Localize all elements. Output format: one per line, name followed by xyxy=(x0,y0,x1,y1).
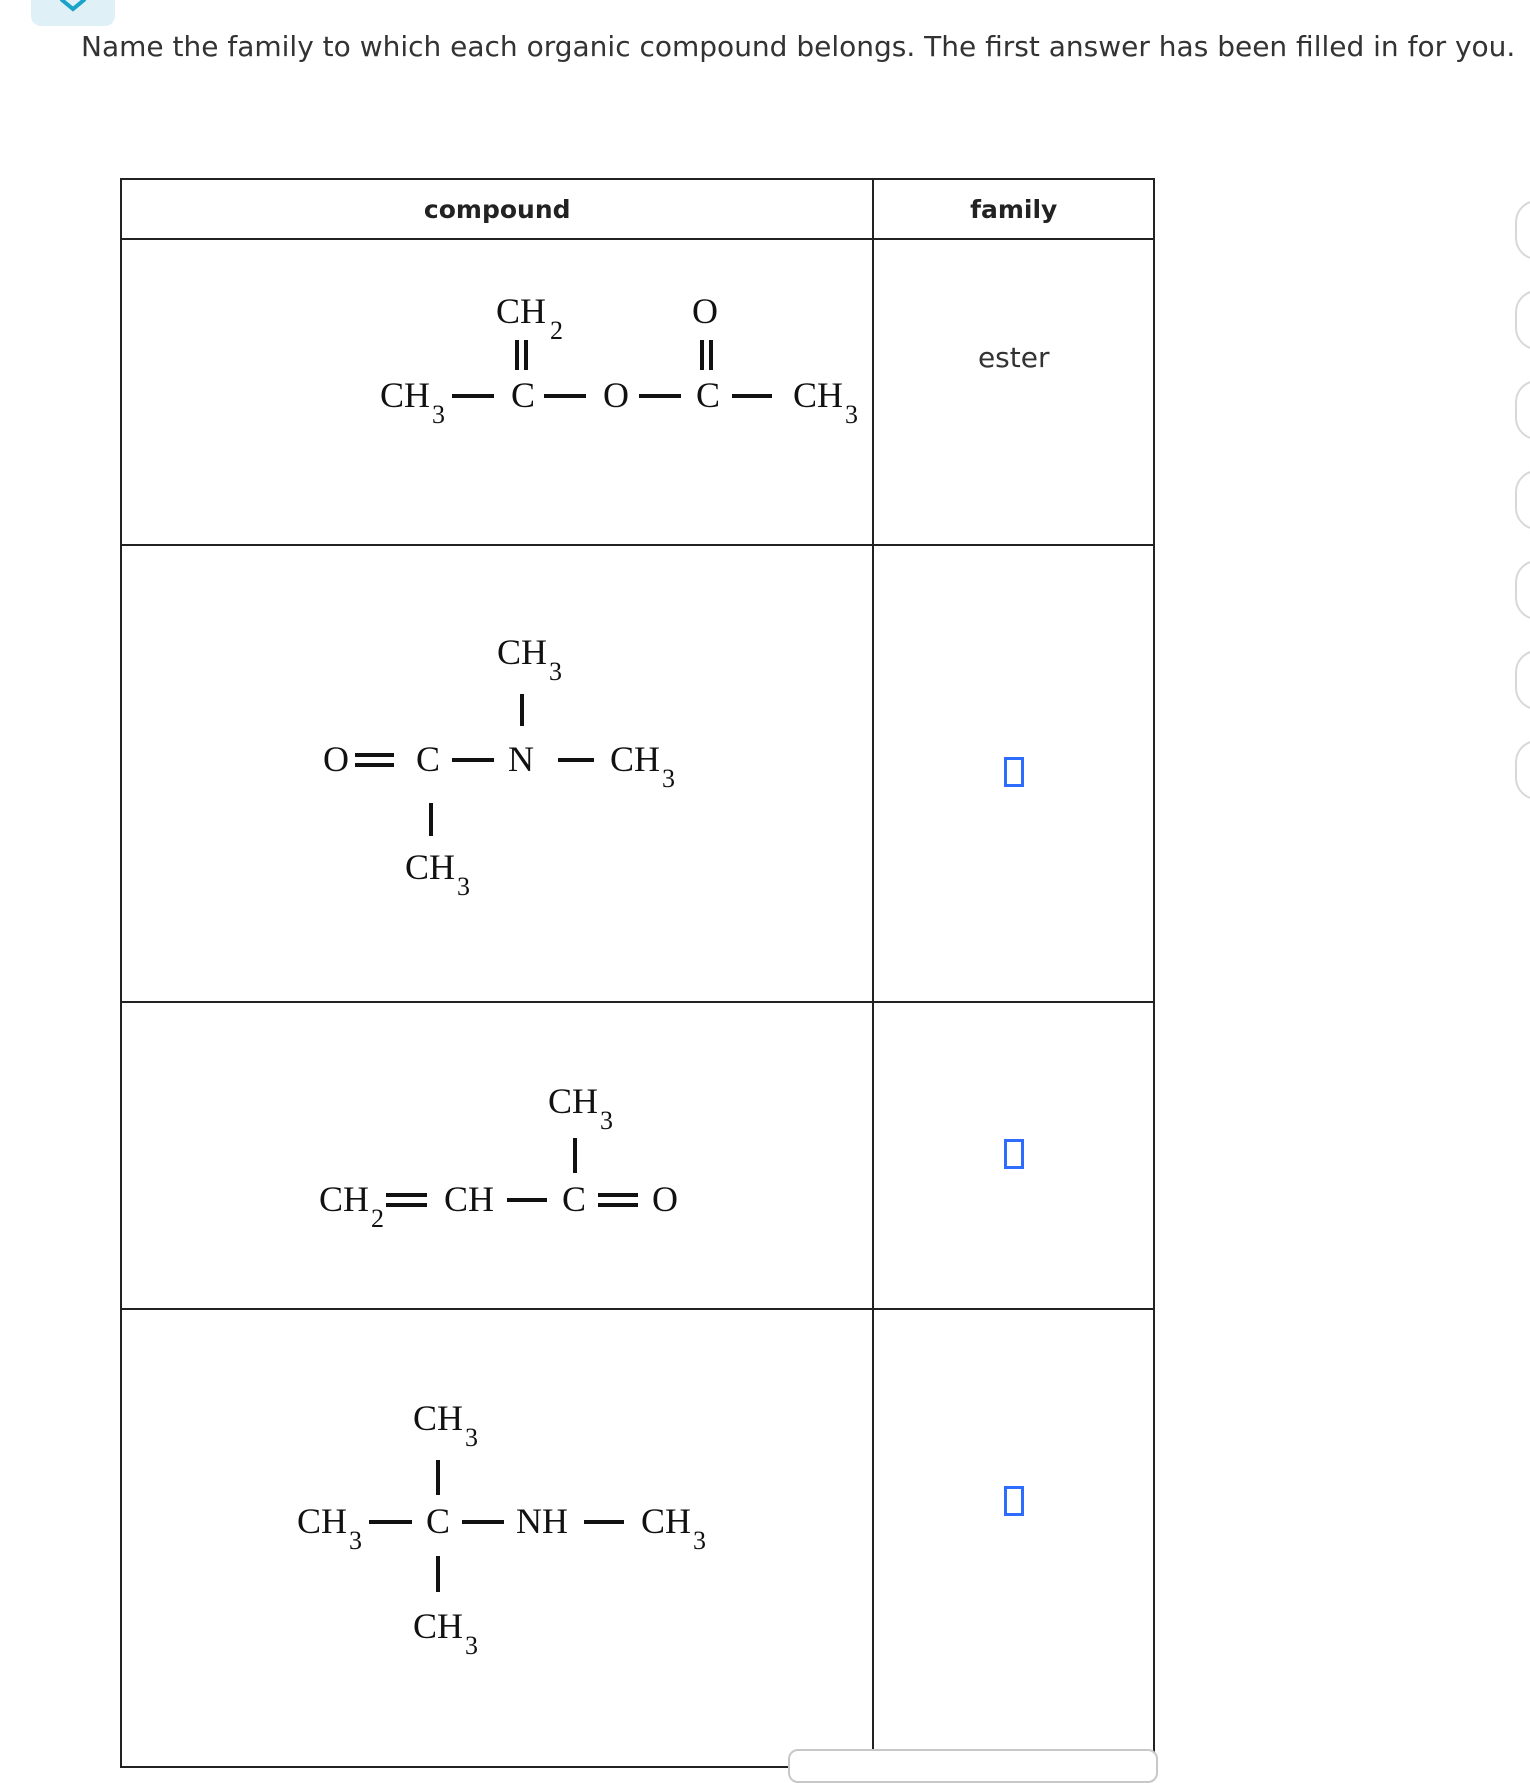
formula-label: 3 xyxy=(693,1526,706,1555)
table-header-row xyxy=(121,179,1154,239)
family-cell xyxy=(873,1002,1154,1309)
formula-label: 3 xyxy=(465,1423,478,1452)
formula-label: CH xyxy=(610,739,661,779)
formula-label: NH xyxy=(516,1501,568,1541)
side-tab[interactable] xyxy=(1515,740,1530,800)
family-answer-input[interactable] xyxy=(1004,1486,1024,1516)
formula-label: C xyxy=(416,739,441,779)
formula-label: O xyxy=(652,1179,678,1219)
structural-formula-3 xyxy=(122,1003,873,1304)
formula-label: CH xyxy=(497,632,548,672)
formula-label: CH xyxy=(413,1606,464,1646)
compound-cell xyxy=(121,239,873,545)
formula-label: O xyxy=(692,291,718,331)
formula-label: C xyxy=(511,375,536,415)
formula-label: C xyxy=(696,375,721,415)
formula-label: CH xyxy=(380,375,431,415)
formula-label: CH xyxy=(793,375,844,415)
formula-label: O xyxy=(323,739,349,779)
formula-label: 2 xyxy=(371,1204,384,1233)
answer-table xyxy=(120,178,1155,1768)
table-row xyxy=(121,545,1154,1002)
family-cell xyxy=(873,1309,1154,1767)
formula-label: CH xyxy=(444,1179,495,1219)
compound-column-header: compound xyxy=(121,179,873,239)
family-answer-input[interactable] xyxy=(1004,1139,1024,1169)
table-row xyxy=(121,1309,1154,1767)
formula-label: 3 xyxy=(432,400,445,429)
side-tab[interactable] xyxy=(1515,290,1530,350)
side-tab[interactable] xyxy=(1515,560,1530,620)
formula-label: 3 xyxy=(600,1106,613,1135)
formula-label: 3 xyxy=(465,1631,478,1660)
question-prompt: Name the family to which each organic compound belongs. The first answer has been filled in for you. xyxy=(81,30,1516,63)
compound-cell xyxy=(121,1309,873,1767)
structural-formula-2 xyxy=(122,546,873,997)
side-tab[interactable] xyxy=(1515,200,1530,260)
formula-label: CH xyxy=(319,1179,370,1219)
formula-label: 3 xyxy=(549,657,562,686)
formula-label: 3 xyxy=(457,872,470,901)
structural-formula-4 xyxy=(122,1310,873,1762)
formula-label: N xyxy=(508,739,534,779)
compound-cell xyxy=(121,1002,873,1309)
formula-label: 3 xyxy=(662,764,675,793)
side-tab[interactable] xyxy=(1515,380,1530,440)
formula-label: 2 xyxy=(550,316,563,345)
formula-label: CH xyxy=(641,1501,692,1541)
formula-label: CH xyxy=(297,1501,348,1541)
table-row xyxy=(121,1002,1154,1309)
bottom-button[interactable] xyxy=(788,1749,1158,1783)
formula-label: C xyxy=(562,1179,587,1219)
family-answer-input[interactable] xyxy=(1004,757,1024,787)
formula-label: CH xyxy=(405,847,456,887)
collapse-tab[interactable] xyxy=(31,0,115,26)
family-cell xyxy=(873,545,1154,1002)
formula-label: O xyxy=(603,375,629,415)
table-row xyxy=(121,239,1154,545)
structural-formula-1 xyxy=(122,240,873,540)
formula-label: CH xyxy=(413,1398,464,1438)
formula-label: CH xyxy=(548,1081,599,1121)
formula-label: C xyxy=(426,1501,451,1541)
family-column-header: family xyxy=(873,179,1154,239)
formula-label: 3 xyxy=(845,400,858,429)
chevron-down-icon xyxy=(59,0,87,12)
side-tab[interactable] xyxy=(1515,650,1530,710)
compound-cell xyxy=(121,545,873,1002)
side-tab[interactable] xyxy=(1515,470,1530,530)
formula-label: 3 xyxy=(349,1526,362,1555)
formula-label: CH xyxy=(496,291,547,331)
family-cell xyxy=(873,239,1154,545)
family-answer: ester xyxy=(977,340,1050,374)
